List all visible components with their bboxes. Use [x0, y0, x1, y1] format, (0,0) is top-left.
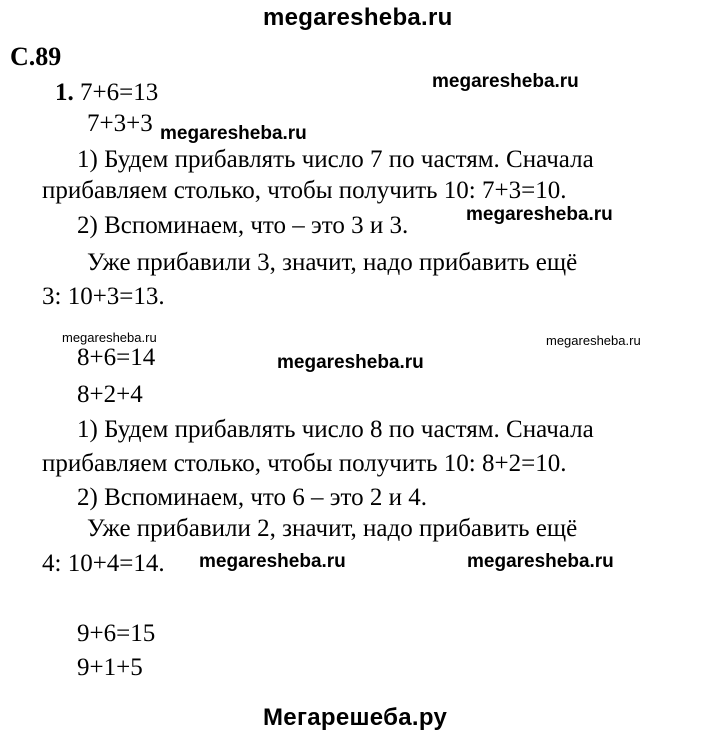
decomposition: 9+1+5	[77, 654, 143, 681]
watermark: megaresheba.ru	[546, 333, 641, 348]
watermark: megaresheba.ru	[432, 71, 579, 92]
decomposition: 7+3+3	[87, 110, 153, 137]
watermark-header: megaresheba.ru	[263, 4, 453, 31]
decomposition: 8+2+4	[77, 381, 143, 408]
watermark: megaresheba.ru	[160, 123, 307, 144]
step-line: 2) Вспоминаем, что – это 3 и 3.	[77, 212, 409, 239]
step-line: 1) Будем прибавлять число 7 по частям. Сначала	[77, 146, 594, 173]
watermark: megaresheba.ru	[62, 330, 157, 345]
step-line: Уже прибавили 2, значит, надо прибавить ещё	[87, 515, 578, 542]
page-number: С.89	[10, 42, 62, 71]
step-line: 4: 10+4=14.	[42, 550, 165, 577]
step-line: Уже прибавили 3, значит, надо прибавить ещё	[87, 249, 578, 276]
step-line: 3: 10+3=13.	[42, 283, 165, 310]
watermark: megaresheba.ru	[467, 551, 614, 572]
step-line: прибавляем столько, чтобы получить 10: 8+2=10.	[42, 450, 567, 477]
task-number: 1.	[55, 79, 74, 106]
equation: 7+6=13	[80, 79, 159, 106]
watermark: megaresheba.ru	[466, 204, 613, 225]
task-first-line	[55, 78, 158, 108]
watermark-footer: Мегарешеба.ру	[263, 704, 448, 731]
equation: 8+6=14	[77, 344, 156, 371]
step-line: 2) Вспоминаем, что 6 – это 2 и 4.	[77, 484, 427, 511]
watermark: megaresheba.ru	[199, 551, 346, 572]
watermark: megaresheba.ru	[277, 352, 424, 373]
step-line: прибавляем столько, чтобы получить 10: 7+3=10.	[42, 177, 567, 204]
step-line: 1) Будем прибавлять число 8 по частям. Сначала	[77, 416, 594, 443]
equation: 9+6=15	[77, 620, 156, 647]
